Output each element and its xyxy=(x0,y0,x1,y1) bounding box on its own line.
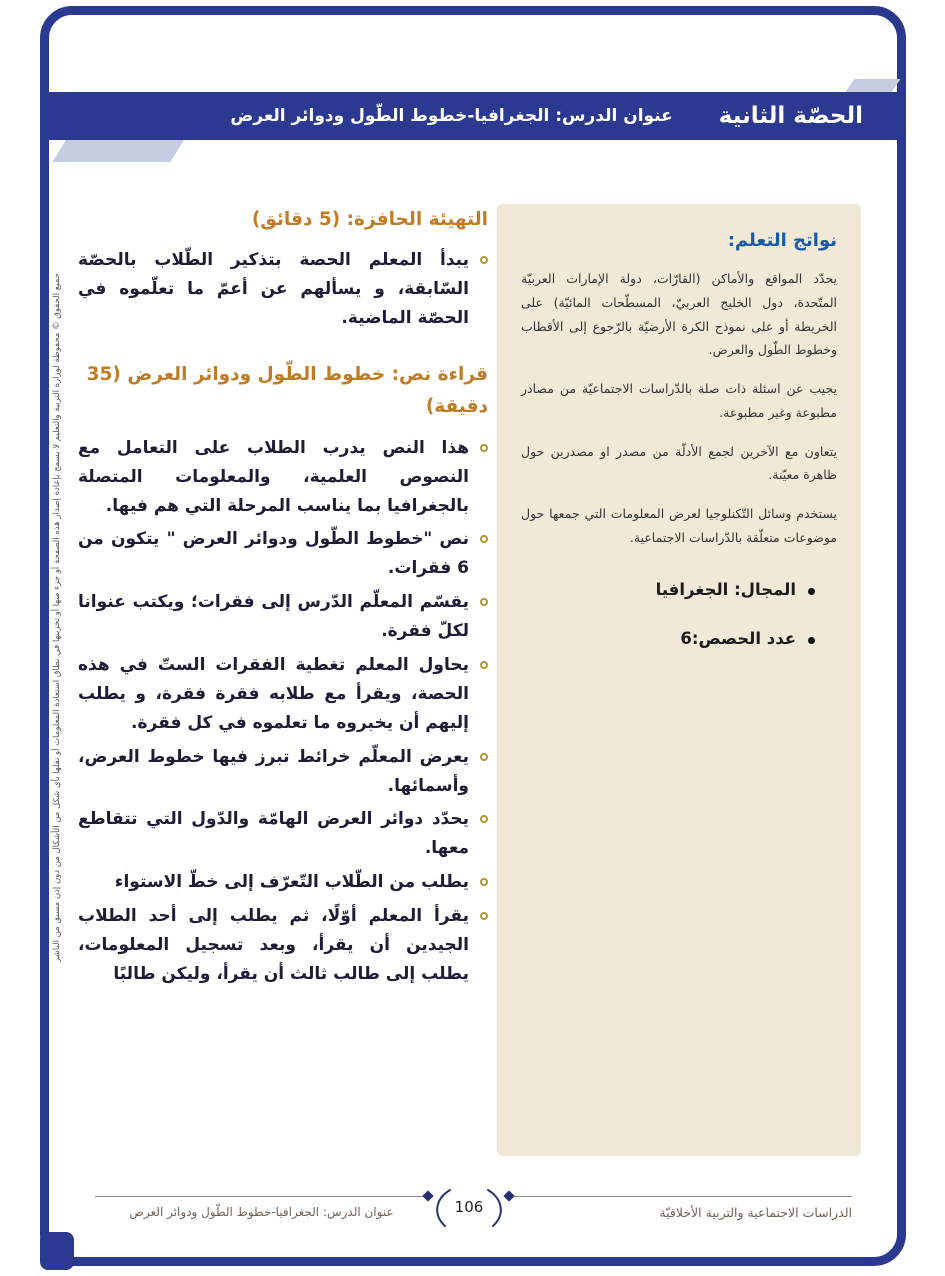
lesson-step-text: يعرض المعلّم خرائط تبرز فيها خطوط العرض، وأسمائها. xyxy=(78,746,469,796)
lesson-step xyxy=(78,868,488,897)
ring-bullet-icon xyxy=(480,912,488,920)
ring-bullet-icon xyxy=(480,444,488,452)
ring-bullet-icon xyxy=(480,661,488,669)
ring-bullet-icon xyxy=(480,598,488,606)
header-notch-decoration xyxy=(845,79,900,92)
lesson-step xyxy=(78,434,488,521)
outcome-field-sessions-count xyxy=(521,629,815,648)
ornament-left-curve-icon xyxy=(430,1187,452,1227)
copyright-vertical-text: جميع الحقوق © محفوظة لوزارة التربية والتعليم لا يسمح بإعادة إصدار هذه الصفحة أو جزء منها أو تخزينها في نطاق استعادة المعلومات أو نقلها بأي شكل من الأشكال من دون إذن مسبق من الناشر xyxy=(52,273,62,962)
lesson-content xyxy=(78,204,488,994)
footer-lesson-title: عنوان الدرس: الجغرافيا-خطوط الطّول ودوائر العرض xyxy=(129,1205,394,1219)
page-number-ornament xyxy=(424,1186,514,1228)
learning-outcomes-title: نواتج التعلم: xyxy=(727,230,837,251)
lesson-step-text: يحاول المعلم تغطية الفقرات الستّ في هذه الحصة، ويقرأ مع طلابه فقرة فقرة، و يطلب إليهم أن يخبروه ما تعلموه في كل فقرة. xyxy=(78,655,469,733)
footer-rule-left xyxy=(95,1196,428,1197)
outcome-item: يتعاون مع الآخرين لجمع الأدلّة من مصدر او مصدرين حول ظاهرة معيّنة. xyxy=(521,443,837,483)
outcome-field-label: عدد الحصص:6 xyxy=(680,628,796,648)
lesson-step-text: يقسّم المعلّم الدّرس إلى فقرات؛ ويكتب عنوانا لكلّ فقرة. xyxy=(78,592,469,642)
footer-subject: الدراسات الاجتماعية والتربية الأخلاقيّة xyxy=(659,1205,852,1220)
bullet-dot-icon xyxy=(808,588,815,595)
ring-bullet-icon xyxy=(480,256,488,264)
outcome-meta-list xyxy=(521,580,837,648)
section-heading-reading: قراءة نص: خطوط الطّول ودوائر العرض (35 دقيقة) xyxy=(86,364,488,418)
bullet-dot-icon xyxy=(808,637,815,644)
lesson-step-text: هذا النص يدرب الطلاب على التعامل مع النصوص العلمية، والمعلومات المتصلة بالجغرافيا بما يناسب المرحلة التي هم فيها. xyxy=(78,437,469,516)
page-number: 106 xyxy=(454,1198,484,1216)
corner-tab-decoration xyxy=(40,1232,74,1270)
lesson-step xyxy=(78,651,488,738)
section-heading-warmup: التهيئة الحافزة: (5 دقائق) xyxy=(251,209,488,230)
lesson-step xyxy=(78,525,488,583)
footer-rule-right xyxy=(509,1196,852,1197)
header-band xyxy=(49,92,897,140)
ring-bullet-icon xyxy=(480,753,488,761)
lesson-step-text: نص "خطوط الطّول ودوائر العرض " يتكون من 6 فقرات. xyxy=(78,529,469,579)
ring-bullet-icon xyxy=(480,815,488,823)
lesson-step-text: يبدأ المعلم الحصة بتذكير الطّلاب بالحصّة السّابقة، و يسألهم عن أعمّ ما تعلّموه في الحصّة الماضية. xyxy=(78,250,469,329)
lesson-title: عنوان الدرس: الجغرافيا-خطوط الطّول ودوائر العرض xyxy=(230,106,673,126)
learning-outcomes-panel xyxy=(497,204,861,1156)
lesson-step-text: يطلب من الطّلاب التّعرّف إلى خطّ الاستواء xyxy=(114,872,469,893)
session-title: الحصّة الثانية xyxy=(718,103,863,129)
lesson-step-text: يقرأ المعلم أوّلًا، ثم يطلب إلى أحد الطلاب الجيدين أن يقرأ، وبعد تسجيل المعلومات، يطلب إلى طالب ثالث أن يقرأ، وليكن طالبًا xyxy=(78,906,469,984)
lesson-step xyxy=(78,588,488,646)
ornament-right-curve-icon xyxy=(486,1187,508,1227)
outcome-item: يحدّد المواقع والأماكن (القارّات، دولة الإمارات العربيّة المتّحدة، دول الخليج العربيّ، المسطّحات المائيّة) على الخريطة أو على نموذج الكرة الأرضيّة بالرّجوع إلى الأقطاب وخطوط الطّول والعرض. xyxy=(521,271,837,358)
lesson-step-text: يحدّد دوائر العرض الهامّة والدّول التي تتقاطع معها. xyxy=(78,809,469,859)
lesson-step xyxy=(78,743,488,801)
outcome-item: يستخدم وسائل التّكنلوجيا لعرض المعلومات التي جمعها حول موضوعات متعلّقة بالدّراسات الاجتماعية. xyxy=(521,506,837,545)
outcome-field-domain xyxy=(521,580,815,599)
outcome-field-label: المجال: الجغرافيا xyxy=(655,579,796,599)
ring-bullet-icon xyxy=(480,535,488,543)
ring-bullet-icon xyxy=(480,878,488,886)
header-slant-decoration xyxy=(52,140,184,162)
lesson-step xyxy=(78,805,488,863)
lesson-step xyxy=(78,246,488,333)
lesson-step xyxy=(78,902,488,989)
outcome-item: يجيب عن اسئلة ذات صلة بالدّراسات الاجتماعيّة من مصادر مطبوعة وغير مطبوعة. xyxy=(521,381,837,420)
